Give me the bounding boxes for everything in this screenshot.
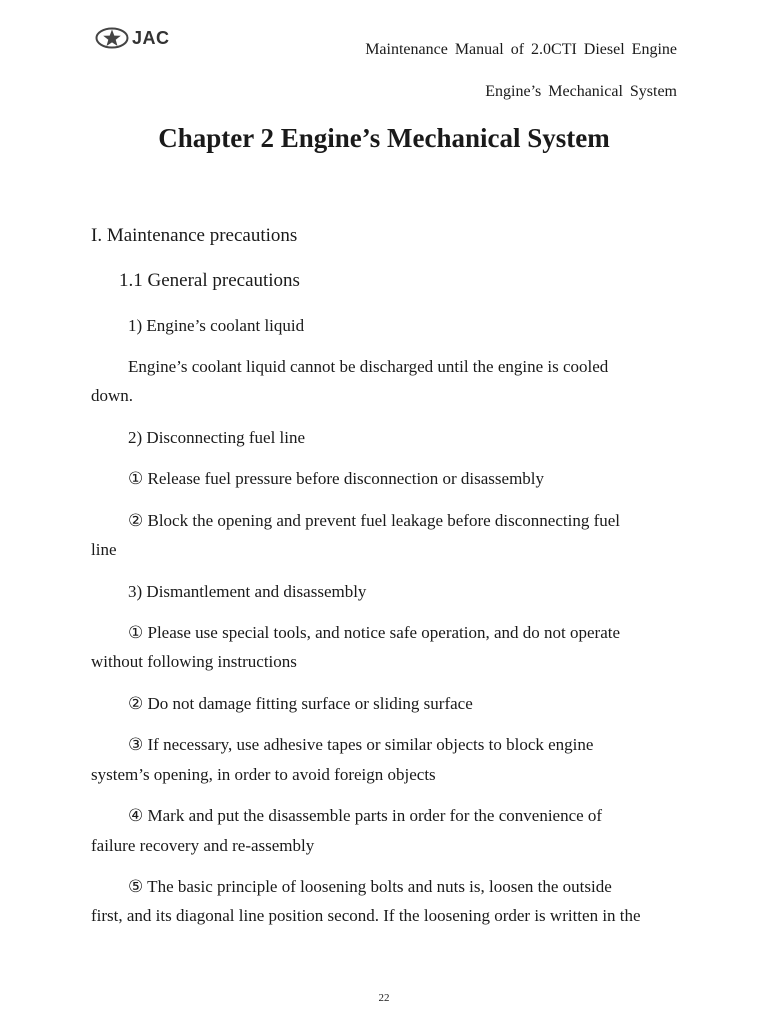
- list-item-continuation: line: [91, 540, 117, 559]
- list-item: ⑤ The basic principle of loosening bolts and nuts is, loosen the outside: [128, 877, 612, 896]
- section-header: Engine’s Mechanical System: [485, 83, 677, 100]
- paragraph-line: down.: [91, 386, 134, 405]
- chapter-title: Chapter 2 Engine’s Mechanical System: [158, 123, 610, 153]
- jac-logo: [95, 27, 170, 49]
- item-title: 2) Disconnecting fuel line: [128, 428, 306, 447]
- jac-star-emblem-icon: [95, 27, 129, 49]
- list-item-continuation: system’s opening, in order to avoid foreign objects: [91, 765, 436, 784]
- list-item: ④ Mark and put the disassemble parts in order for the convenience of: [128, 806, 603, 825]
- list-item: ① Release fuel pressure before disconnection or disassembly: [128, 469, 545, 488]
- list-item-continuation: first, and its diagonal line position second. If the loosening order is written in the: [91, 906, 641, 925]
- subsection-heading: 1.1 General precautions: [119, 270, 300, 291]
- list-item-continuation: failure recovery and re-assembly: [91, 836, 315, 855]
- page-number: 22: [378, 992, 390, 1004]
- manual-title: Maintenance Manual of 2.0CTI Diesel Engine: [365, 41, 677, 58]
- item-title: 3) Dismantlement and disassembly: [128, 582, 367, 601]
- paragraph-line: Engine’s coolant liquid cannot be discharged until the engine is cooled: [128, 357, 609, 376]
- list-item: ② Block the opening and prevent fuel leakage before disconnecting fuel: [128, 511, 621, 530]
- logo-text: JAC: [132, 27, 170, 48]
- section-heading: I. Maintenance precautions: [91, 225, 298, 246]
- item-title: 1) Engine’s coolant liquid: [128, 316, 305, 335]
- list-item-continuation: without following instructions: [91, 652, 297, 671]
- list-item: ③ If necessary, use adhesive tapes or similar objects to block engine: [128, 735, 594, 754]
- list-item: ① Please use special tools, and notice safe operation, and do not operate: [128, 623, 621, 642]
- list-item: ② Do not damage fitting surface or sliding surface: [128, 694, 473, 713]
